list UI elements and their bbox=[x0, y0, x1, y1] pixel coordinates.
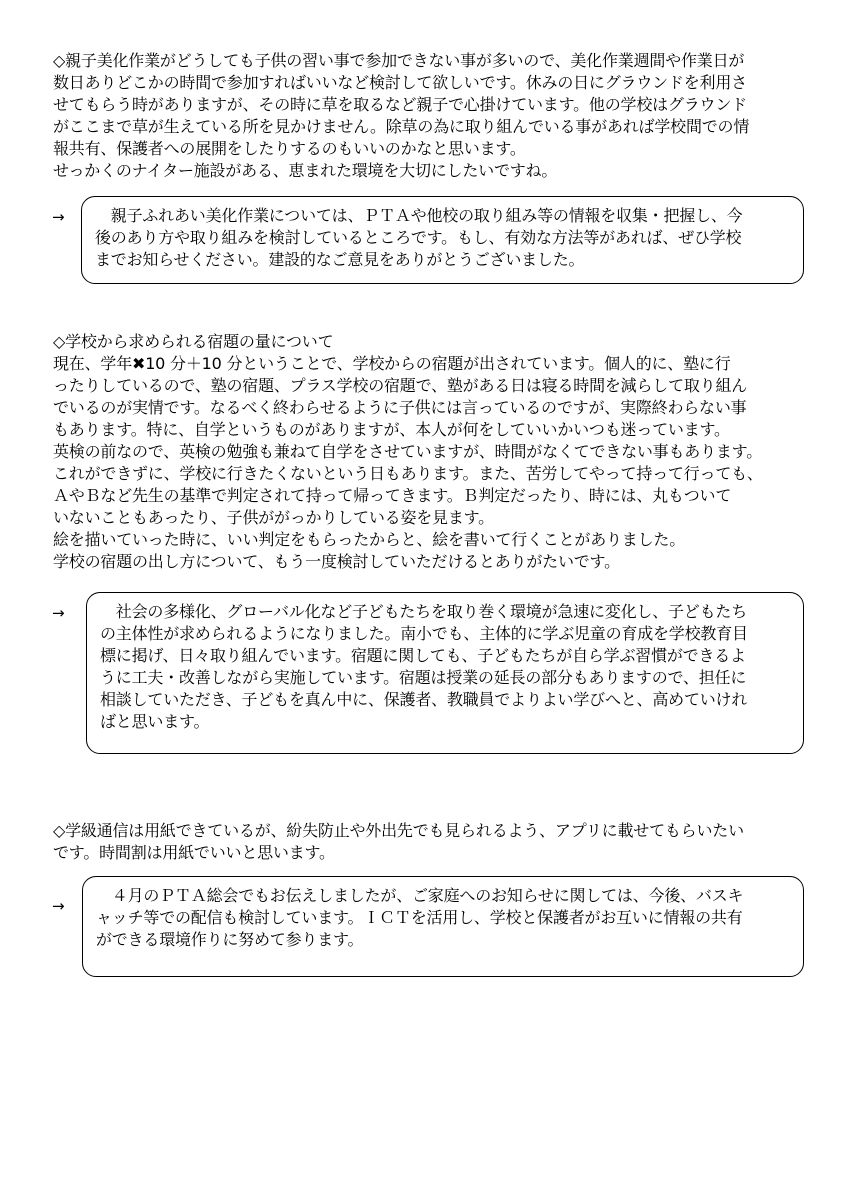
reply-line: までお知らせください。建設的なご意見をありがとうございました。 bbox=[95, 250, 585, 269]
reply-line: うに工夫・改善しながら実施しています。宿題は授業の延長の部分もありますので、担任に bbox=[100, 668, 747, 687]
reply-arrow-icon: → bbox=[52, 604, 65, 622]
question-line: いないこともあったり、子供ががっかりしている姿を見ます。 bbox=[53, 508, 494, 527]
question-3 bbox=[53, 820, 805, 864]
reply-line: ャッチ等での配信も検討しています。ＩＣＴを活用し、学校と保護者がお互いに情報の共有 bbox=[96, 908, 743, 927]
question-line: ◇学校から求められる宿題の量について bbox=[53, 332, 334, 351]
question-line: せてもらう時がありますが、その時に草を取るなど親子で心掛けています。他の学校はグラウンド bbox=[53, 95, 747, 114]
question-line: 現在、学年✖10 分＋10 分ということで、学校からの宿題が出されています。個人的に、塾に行 bbox=[53, 354, 731, 373]
question-line: 数日ありどこかの時間で参加すればいいなど検討して欲しいです。休みの日にグラウンドを利用さ bbox=[53, 73, 747, 92]
question-line: もあります。特に、自学というものがありますが、本人が何をしていいかいつも迷っています。 bbox=[53, 420, 730, 439]
reply-arrow-icon: → bbox=[52, 897, 65, 915]
question-line: 学校の宿題の出し方について、もう一度検討していただけるとありがたいです。 bbox=[53, 552, 620, 571]
question-line: 絵を描いていった時に、いい判定をもらったからと、絵を書いて行くことがありました。 bbox=[53, 530, 686, 549]
question-line: 英検の前なので、英検の勉強も兼ねて自学をさせていますが、時間がなくてできない事もあります。 bbox=[53, 442, 763, 461]
reply-line: 後のあり方や取り組みを検討しているところです。もし、有効な方法等があれば、ぜひ学校 bbox=[95, 228, 742, 247]
question-line: ◇親子美化作業がどうしても子供の習い事で参加できない事が多いので、美化作業週間や作業日が bbox=[53, 51, 745, 70]
reply-line: 相談していただき、子どもを真ん中に、保護者、教職員でよりよい学びへと、高めていけれ bbox=[100, 690, 748, 709]
reply-line: 標に掲げ、日々取り組んでいます。宿題に関しても、子どもたちが自ら学ぶ習慣ができるよ bbox=[100, 646, 746, 665]
reply-box-2 bbox=[86, 592, 804, 754]
question-2 bbox=[53, 331, 805, 573]
reply-line: ４月のＰＴＡ総会でもお伝えしましたが、ご家庭へのお知らせに関しては、今後、バスキ bbox=[96, 886, 744, 905]
reply-line: 社会の多様化、グローバル化など子どもたちを取り巻く環境が急速に変化し、子どもたち bbox=[100, 602, 748, 621]
question-line: せっかくのナイター施設がある、恵まれた環境を大切にしたいですね。 bbox=[53, 161, 558, 180]
question-line: 報共有、保護者への展開をしたりするのもいいのかなと思います。 bbox=[53, 139, 526, 158]
question-line: ったりしているので、塾の宿題、プラス学校の宿題で、塾がある日は寝る時間を減らして取り組ん bbox=[53, 376, 748, 395]
reply-box-3 bbox=[82, 876, 804, 977]
reply-line: ができる環境作りに努めて参ります。 bbox=[96, 930, 364, 949]
question-1 bbox=[53, 50, 805, 182]
question-line: これができずに、学校に行きたくないという日もあります。また、苦労してやって持って行っても、 bbox=[53, 464, 763, 483]
question-line: がここまで草が生えている所を見かけません。除草の為に取り組んでいる事があれば学校間での情 bbox=[53, 117, 750, 136]
reply-arrow-icon: → bbox=[52, 208, 65, 226]
reply-line: ばと思います。 bbox=[100, 712, 210, 731]
question-line: ＡやＢなど先生の基準で判定されて持って帰ってきます。Ｂ判定だったり、時には、丸もついて bbox=[53, 486, 732, 505]
reply-line: の主体性が求められるようになりました。南小でも、主体的に学ぶ児童の育成を学校教育目 bbox=[100, 624, 748, 643]
question-line: ◇学級通信は用紙できているが、紛失防止や外出先でも見られるよう、アプリに載せてもらいたい bbox=[53, 821, 744, 840]
reply-line: 親子ふれあい美化作業については、ＰＴＡや他校の取り組み等の情報を収集・把握し、今 bbox=[95, 206, 743, 225]
reply-box-1 bbox=[81, 196, 804, 284]
question-line: です。時間割は用紙でいいと思います。 bbox=[53, 843, 335, 862]
question-line: でいるのが実情です。なるべく終わらせるように子供には言っているのですが、実際終わらない事 bbox=[53, 398, 747, 417]
